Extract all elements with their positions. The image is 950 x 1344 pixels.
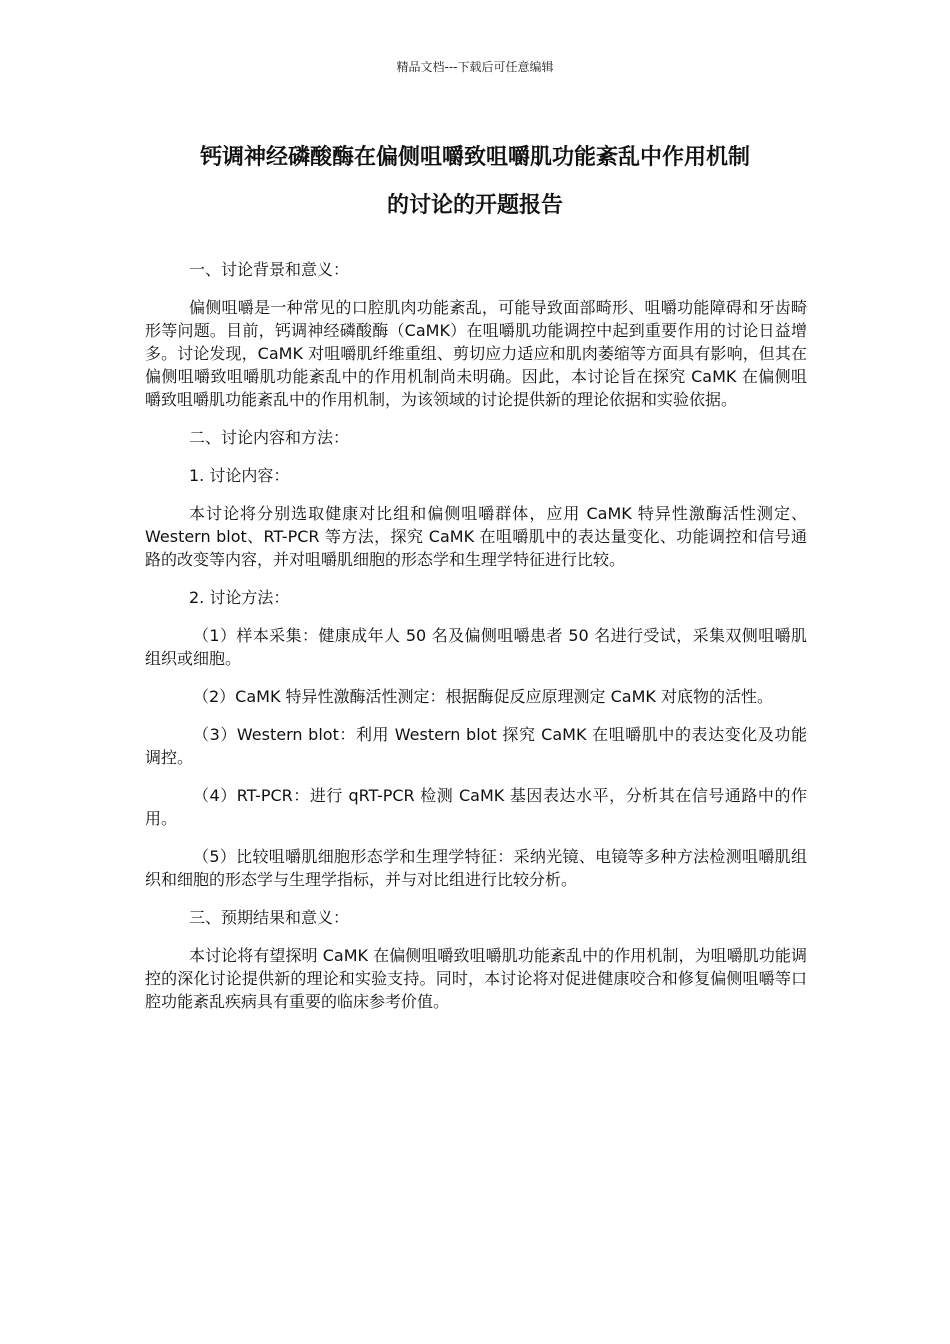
- title-line-1: 钙调神经磷酸酶在偏侧咀嚼致咀嚼肌功能紊乱中作用机制: [199, 145, 750, 170]
- method-item-5: （5）比较咀嚼肌细胞形态学和生理学特征：采纳光镜、电镜等多种方法检测咀嚼肌组织和细胞的形态学与生理学指标，并与对比组进行比较分析。: [145, 847, 807, 889]
- method-item-2: （2）CaMK 特异性激酶活性测定：根据酶促反应原理测定 CaMK 对底物的活性。: [193, 687, 773, 706]
- section-heading-results: 三、预期结果和意义：: [189, 908, 350, 927]
- paragraph-background: 偏侧咀嚼是一种常见的口腔肌肉功能紊乱，可能导致面部畸形、咀嚼功能障碍和牙齿畸形等问题。目前，钙调神经磷酸酶（CaMK）在咀嚼肌功能调控中起到重要作用的讨论日益增多。讨论发现，CaMK 对咀嚼肌纤维重组、剪切应力适应和肌肉萎缩等方面具有影响，但其在偏侧咀嚼致咀嚼肌功能紊乱中的作用机制尚未明确。因此，本讨论旨在探究 CaMK 在偏侧咀嚼致咀嚼肌功能紊乱中的作用机制，为该领域的讨论提供新的理论依据和实验依据。: [145, 298, 807, 409]
- section-heading-background: 一、讨论背景和意义：: [189, 260, 350, 279]
- document-body: [145, 258, 807, 1028]
- method-item-1: （1）样本采集：健康成年人 50 名及偏侧咀嚼患者 50 名进行受试，采集双侧咀嚼肌组织或细胞。: [145, 626, 807, 668]
- method-item-3: （3）Western blot：利用 Western blot 探究 CaMK 在咀嚼肌中的表达变化及功能调控。: [145, 725, 807, 767]
- document-title: [140, 134, 810, 230]
- section-heading-content-methods: 二、讨论内容和方法：: [189, 428, 350, 447]
- page-header-note: 精品文档---下载后可任意编辑: [396, 60, 554, 74]
- paragraph-content: 本讨论将分别选取健康对比组和偏侧咀嚼群体，应用 CaMK 特异性激酶活性测定、Western blot、RT-PCR 等方法，探究 CaMK 在咀嚼肌中的表达量变化、功能调控和信号通路的改变等内容，并对咀嚼肌细胞的形态学和生理学特征进行比较。: [145, 504, 807, 569]
- subheading-content: 1. 讨论内容：: [189, 466, 290, 485]
- subheading-methods: 2. 讨论方法：: [189, 588, 290, 607]
- title-line-2: 的讨论的开题报告: [386, 193, 563, 218]
- method-item-4: （4）RT-PCR：进行 qRT-PCR 检测 CaMK 基因表达水平，分析其在信号通路中的作用。: [145, 786, 807, 828]
- paragraph-results: 本讨论将有望探明 CaMK 在偏侧咀嚼致咀嚼肌功能紊乱中的作用机制，为咀嚼肌功能调控的深化讨论提供新的理论和实验支持。同时，本讨论将对促进健康咬合和修复偏侧咀嚼等口腔功能紊乱疾病具有重要的临床参考价值。: [145, 946, 807, 1011]
